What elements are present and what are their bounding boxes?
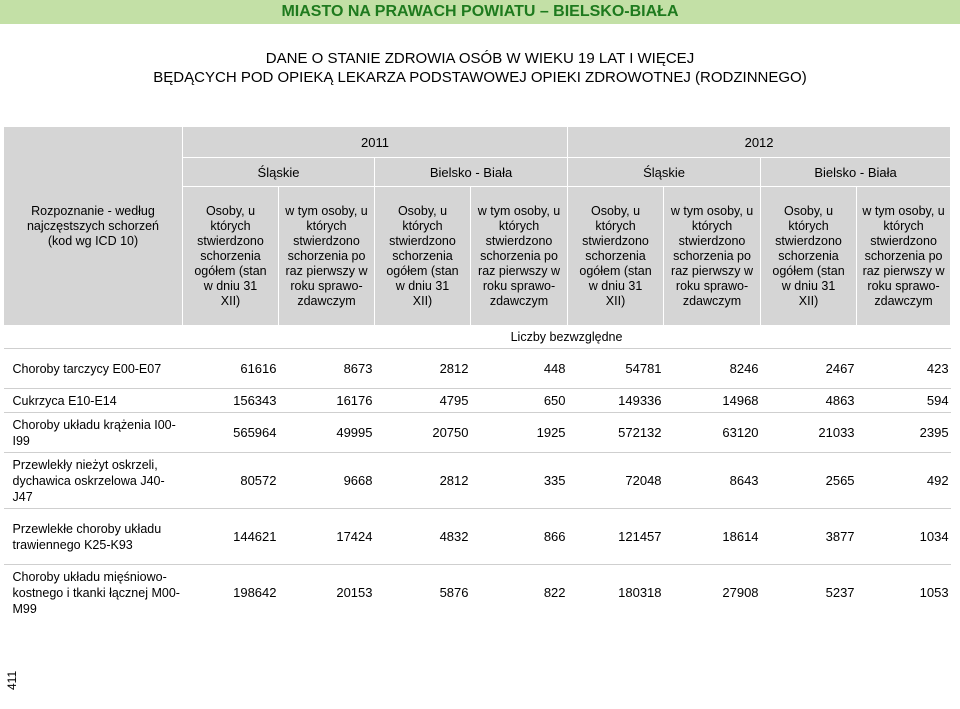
cell-value: 63120 [664, 413, 761, 453]
title-line-2: BĘDĄCYCH POD OPIEKĄ LEKARZA PODSTAWOWEJ OPIEKI ZDROWOTNEJ (RODZINNEGO) [153, 69, 807, 86]
cell-value: 866 [471, 509, 568, 565]
cell-value: 16176 [279, 389, 375, 413]
table-row [4, 413, 951, 453]
cell-value: 2395 [857, 413, 951, 453]
cell-value: 180318 [568, 565, 664, 621]
cell-value: 8643 [664, 453, 761, 509]
cell-value: 2565 [761, 453, 857, 509]
cell-value: 4832 [375, 509, 471, 565]
column-header-total: Osoby, u których stwierdzono schorzenia ogółem (stan w dniu 31 XII) [183, 187, 279, 326]
region-header-bielsko-2012: Bielsko - Biała [761, 158, 951, 187]
column-header-total: Osoby, u których stwierdzono schorzenia ogółem (stan w dniu 31 XII) [568, 187, 664, 326]
cell-value: 5876 [375, 565, 471, 621]
cell-value: 18614 [664, 509, 761, 565]
cell-value: 8246 [664, 349, 761, 389]
cell-value: 14968 [664, 389, 761, 413]
cell-value: 21033 [761, 413, 857, 453]
health-statistics-table [3, 126, 951, 621]
column-header-total: Osoby, u których stwierdzono schorzenia ogółem (stan w dniu 31 XII) [761, 187, 857, 326]
cell-value: 1034 [857, 509, 951, 565]
region-header-slaskie-2011: Śląskie [183, 158, 375, 187]
table-row [4, 509, 951, 565]
row-label: Choroby układu krążenia I00-I99 [4, 413, 183, 453]
title-line-1: DANE O STANIE ZDROWIA OSÓB W WIEKU 19 LAT I WIĘCEJ [265, 50, 695, 67]
cell-value: 822 [471, 565, 568, 621]
year-header-2012: 2012 [568, 127, 951, 158]
cell-value: 9668 [279, 453, 375, 509]
cell-value: 594 [857, 389, 951, 413]
row-label: Choroby tarczycy E00-E07 [4, 349, 183, 389]
column-header-total: Osoby, u których stwierdzono schorzenia ogółem (stan w dniu 31 XII) [375, 187, 471, 326]
table-row [4, 565, 951, 621]
cell-value: 20750 [375, 413, 471, 453]
column-header-new-cases: w tym osoby, u których stwierdzono schorzenia po raz pierwszy w roku sprawo- zdawczym [664, 187, 761, 326]
cell-value: 492 [857, 453, 951, 509]
cell-value: 8673 [279, 349, 375, 389]
row-label: Cukrzyca E10-E14 [4, 389, 183, 413]
cell-value: 156343 [183, 389, 279, 413]
cell-value: 20153 [279, 565, 375, 621]
cell-value: 27908 [664, 565, 761, 621]
cell-value: 423 [857, 349, 951, 389]
column-header-new-cases: w tym osoby, u których stwierdzono schorzenia po raz pierwszy w roku sprawo- zdawczym [857, 187, 951, 326]
column-header-new-cases: w tym osoby, u których stwierdzono schorzenia po raz pierwszy w roku sprawo- zdawczym [471, 187, 568, 326]
cell-value: 49995 [279, 413, 375, 453]
table-row [4, 349, 951, 389]
table-row [4, 389, 951, 413]
cell-value: 4863 [761, 389, 857, 413]
table-row [4, 453, 951, 509]
cell-value: 61616 [183, 349, 279, 389]
units-row [4, 326, 951, 349]
cell-value: 2467 [761, 349, 857, 389]
cell-value: 1053 [857, 565, 951, 621]
region-header-slaskie-2012: Śląskie [568, 158, 761, 187]
page-banner: MIASTO NA PRAWACH POWIATU – BIELSKO-BIAŁA [0, 0, 960, 24]
row-label: Choroby układu mięśniowo- kostnego i tkanki łącznej M00-M99 [4, 565, 183, 621]
region-header-bielsko-2011: Bielsko - Biała [375, 158, 568, 187]
row-label: Przewlekłe choroby układu trawiennego K25-K93 [4, 509, 183, 565]
cell-value: 572132 [568, 413, 664, 453]
units-label: Liczby bezwzględne [183, 326, 951, 349]
cell-value: 2812 [375, 453, 471, 509]
document-title [0, 49, 960, 87]
cell-value: 54781 [568, 349, 664, 389]
cell-value: 2812 [375, 349, 471, 389]
cell-value: 650 [471, 389, 568, 413]
cell-value: 1925 [471, 413, 568, 453]
diagnosis-column-header: Rozpoznanie - według najczęstszych schorzeń (kod wg ICD 10) [4, 127, 183, 326]
cell-value: 448 [471, 349, 568, 389]
cell-value: 3877 [761, 509, 857, 565]
cell-value: 335 [471, 453, 568, 509]
column-header-new-cases: w tym osoby, u których stwierdzono schorzenia po raz pierwszy w roku sprawo- zdawczym [279, 187, 375, 326]
cell-value: 198642 [183, 565, 279, 621]
year-header-2011: 2011 [183, 127, 568, 158]
cell-value: 149336 [568, 389, 664, 413]
cell-value: 121457 [568, 509, 664, 565]
cell-value: 5237 [761, 565, 857, 621]
cell-value: 72048 [568, 453, 664, 509]
page-number: 411 [5, 670, 19, 690]
cell-value: 4795 [375, 389, 471, 413]
cell-value: 17424 [279, 509, 375, 565]
cell-value: 565964 [183, 413, 279, 453]
cell-value: 80572 [183, 453, 279, 509]
row-label: Przewlekły nieżyt oskrzeli, dychawica oskrzelowa J40-J47 [4, 453, 183, 509]
cell-value: 144621 [183, 509, 279, 565]
